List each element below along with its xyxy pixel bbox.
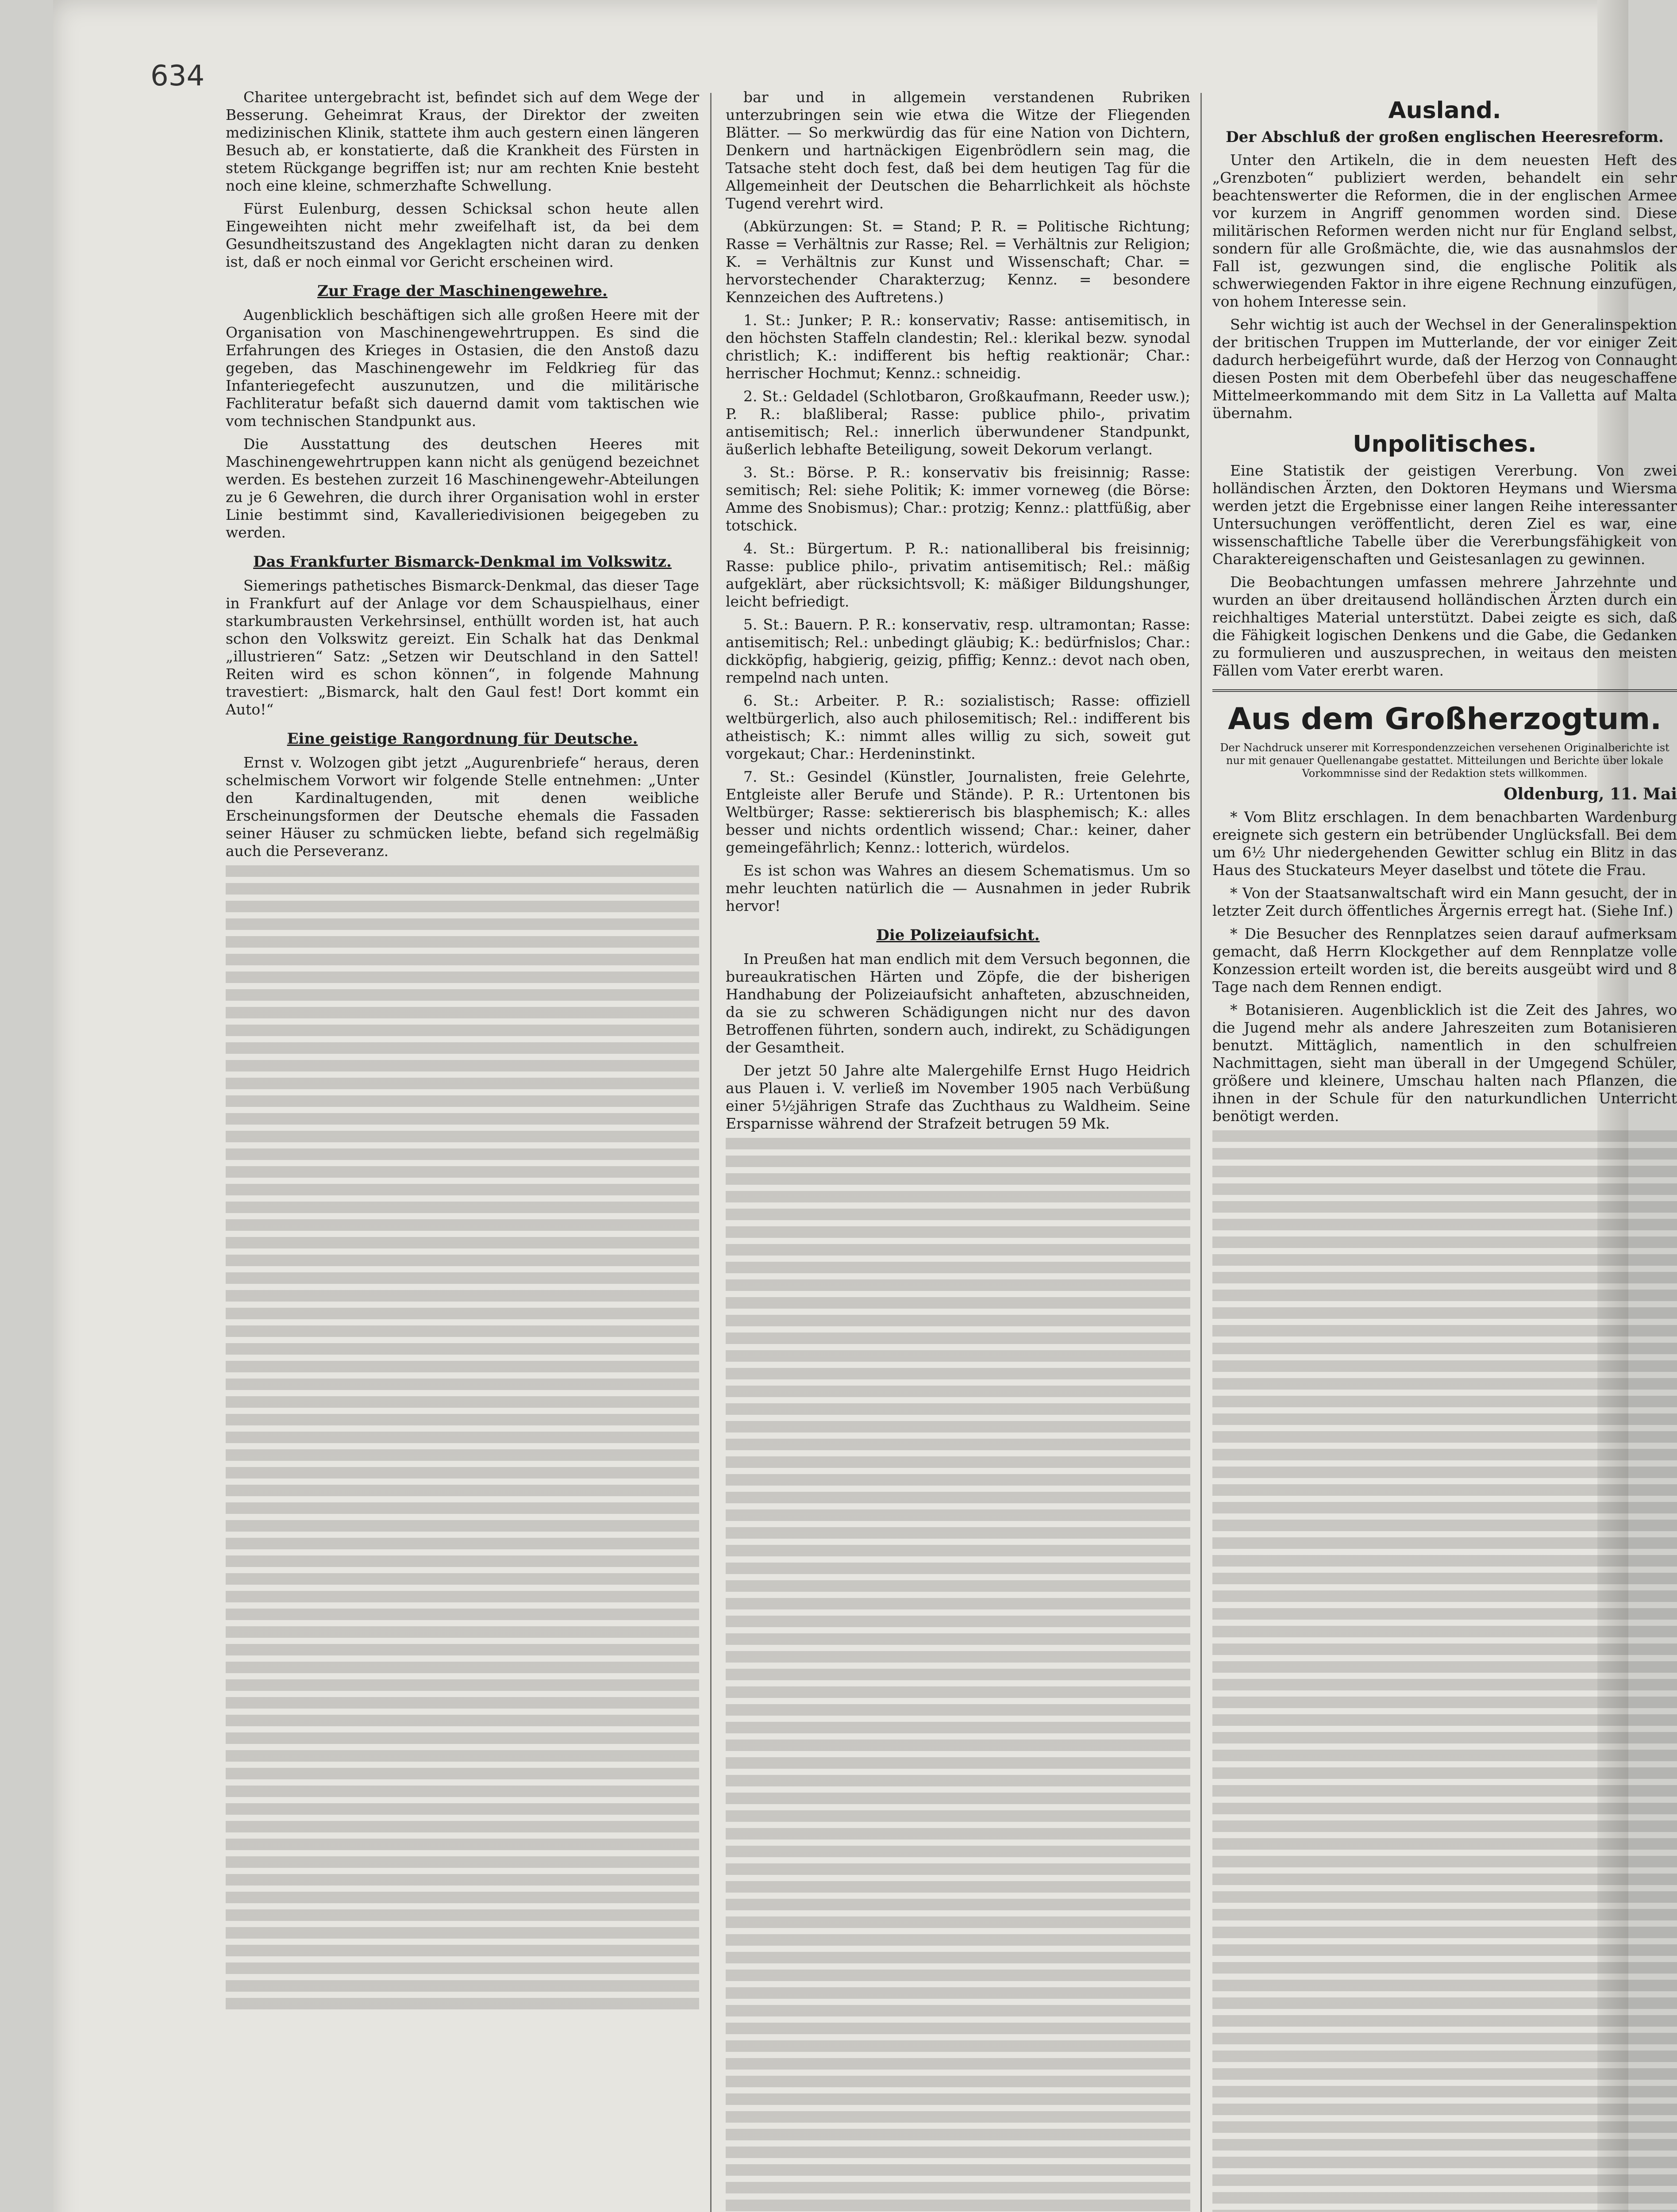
article-paragraph: Es ist schon was Wahres an diesem Schematismus. Um so mehr leuchten natürlich die — Ausnahmen in jeder Rubrik hervor! [726, 862, 1190, 914]
article-paragraph: 1. St.: Junker; P. R.: konservativ; Rasse: antisemitisch, in den höchsten Staffeln clandestin; Rel.: klerikal bezw. synodal christlich; K.: indifferent bis heftig reaktionär; Char.: herrischer Hochmut; Kennz.: schneidig. [726, 311, 1190, 382]
article-paragraph: Die Beobachtungen umfassen mehrere Jahrzehnte und wurden an über dreitausend holländischen Ärzten durch ein reichhaltiges Material unterstützt. Dabei zeigte es sich, daß die Fähigkeit logischen Denkens und die Gabe, die Gedanken zu formulieren und auszusprechen, in weitaus den meisten Fällen vom Vater ererbt waren. [1212, 573, 1677, 679]
column-1 [226, 88, 699, 2212]
article-paragraph: Fürst Eulenburg, dessen Schicksal schon heute allen Eingeweihten nicht mehr zweifelhaft ist, da bei dem Gesundheitszustand des Angeklagten nicht daran zu denken ist, daß er noch einmal vor Gericht erscheinen wird. [226, 200, 699, 270]
column-rule [1200, 93, 1202, 2212]
article-paragraph: Die Ausstattung des deutschen Heeres mit Maschinengewehrtruppen kann nicht als genügend bezeichnet werden. Es bestehen zurzeit 16 Maschinengewehr-Abteilungen zu je 6 Gewehren, die durch ihrer Organisation wohl in erster Linie bestimmt sind, Kavalleriedivisionen beigegeben zu werden. [226, 435, 699, 541]
section-divider [1212, 689, 1677, 692]
article-paragraph: * Vom Blitz erschlagen. In dem benachbarten Wardenburg ereignete sich gestern ein betrübender Unglücksfall. Bei dem um 6½ Uhr niedergehenden Gewitter schlug ein Blitz in das Haus des Stuckateurs Meyer daselbst und tötete die Frau. [1212, 808, 1677, 879]
newspaper-page [53, 0, 1677, 2212]
article-paragraph: Unter den Artikeln, die in dem neuesten Heft des „Grenzboten“ publiziert werden, behandelt ein sehr beachtenswerter die Reformen, die in der englischen Armee vor kurzem in Angriff genommen worden sind. Diese militärischen Reformen werden nicht nur für England selbst, sondern für alle Großmächte, die, wie das ausnahmslos der Fall ist, gezwungen sind, die englische Politik als schwerwiegenden Faktor in ihre eigene Rechnung einzufügen, von hohem Interesse sein. [1212, 151, 1677, 310]
article-heading: Die Polizeiaufsicht. [876, 926, 1040, 944]
illegible-text-lines [726, 1138, 1190, 2212]
article-paragraph: In Preußen hat man endlich mit dem Versuch begonnen, die bureaukratischen Härten und Zöpfe, die der bisherigen Handhabung der Polizeiaufsicht anhafteten, abzuschneiden, da sie zu schweren Schädigungen nicht nur des davon Betroffenen führten, sondern auch, indirekt, zu Schädigungen der Gesamtheit. [726, 950, 1190, 1056]
column-3 [1212, 88, 1677, 2212]
illegible-text-lines [1212, 1130, 1677, 2212]
article-paragraph: * Von der Staatsanwaltschaft wird ein Mann gesucht, der in letzter Zeit durch öffentliches Ärgernis erregt hat. (Siehe Inf.) [1212, 884, 1677, 919]
article-paragraph: * Die Besucher des Rennplatzes seien darauf aufmerksam gemacht, daß Herrn Klockgether auf dem Rennplatze volle Konzession erteilt worden ist, die bereits ausgeübt wird und 8 Tage nach dem Rennen endigt. [1212, 925, 1677, 995]
article-paragraph: Charitee untergebracht ist, befindet sich auf dem Wege der Besserung. Geheimrat Kraus, der Direktor der zweiten medizinischen Klinik, stattete ihm auch gestern einen längeren Besuch ab, er konstatierte, daß die Krankheit des Fürsten in stetem Rückgange begriffen ist; nur am rechten Knie besteht noch eine kleine, schmerzhafte Schwellung. [226, 88, 699, 194]
article-paragraph: 5. St.: Bauern. P. R.: konservativ, resp. ultramontan; Rasse: antisemitisch; Rel.: unbedingt gläubig; K.: bedürfnislos; Char.: dickköpfig, habgierig, geizig, pfiffig; Kennz.: devot nach oben, rempelnd nach unten. [726, 616, 1190, 686]
article-paragraph: 6. St.: Arbeiter. P. R.: sozialistisch; Rasse: offiziell weltbürgerlich, also auch philosemitisch; Rel.: indifferent bis atheistisch; K.: nimmt alles willig zu sich, soweit gut vorgekaut; Char.: Herdeninstinkt. [726, 692, 1190, 762]
column-2 [726, 88, 1190, 2212]
illegible-text-lines [226, 865, 699, 2016]
article-paragraph: Sehr wichtig ist auch der Wechsel in der Generalinspektion der britischen Truppen im Mutterlande, der vor einiger Zeit dadurch herbeigeführt wurde, daß der Herzog von Connaught diesen Posten mit dem Oberbefehl über das neugeschaffene Mittelmeerkommando mit dem Sitz in La Valletta auf Malta übernahm. [1212, 316, 1677, 422]
article-paragraph: 3. St.: Börse. P. R.: konservativ bis freisinnig; Rasse: semitisch; Rel: siehe Politik; K: immer vorneweg (die Börse: Amme des Snobismus); Char.: protzig; Kennz.: plattfüßig, aber totschick. [726, 464, 1190, 534]
section-title: Aus dem Großherzogtum. [1227, 702, 1662, 737]
article-paragraph: (Abkürzungen: St. = Stand; P. R. = Politische Richtung; Rasse = Verhältnis zur Rasse; Rel. = Verhältnis zur Religion; K. = Verhältnis zur Kunst und Wissenschaft; Char. = hervorstechender Charakterzug; Kennz. = besondere Kennzeichen des Auftretens.) [726, 218, 1190, 306]
article-paragraph: Ernst v. Wolzogen gibt jetzt „Augurenbriefe“ heraus, deren schelmischem Vorwort wir folgende Stelle entnehmen: „Unter den Kardinaltugenden, mit denen weibliche Erscheinungsformen der Deutsche ehemals die Fassaden seiner Häuser zu schmücken liebte, befand sich regelmäßig auch die Perseveranz. [226, 754, 699, 860]
article-heading: Eine geistige Rangordnung für Deutsche. [287, 730, 638, 748]
section-title: Ausland. [1388, 97, 1501, 124]
dateline: Oldenburg, 11. Mai [1504, 785, 1677, 803]
article-paragraph: bar und in allgemein verstandenen Rubriken unterzubringen sein wie etwa die Witze der Fliegenden Blätter. — So merkwürdig das für eine Nation von Dichtern, Denkern und hartnäckigen Eigenbrödlern sein mag, die Tatsache steht doch fest, daß bei dem heutigen Tag für die Allgemeinheit der Deutschen die Beharrlichkeit als höchste Tugend verehrt wird. [726, 88, 1190, 212]
reprint-notice: Der Nachdruck unserer mit Korrespondenzzeichen versehenen Originalberichte ist nur mit genauer Quellenangabe gestattet. Mitteilungen und Berichte über lokale Vorkommnisse sind der Redaktion stets willkommen. [1220, 741, 1669, 780]
article-paragraph: Augenblicklich beschäftigen sich alle großen Heere mit der Organisation von Maschinengewehrtruppen. Es sind die Erfahrungen des Krieges in Ostasien, die den Anstoß dazu gegeben, das Maschinengewehr im Feldkrieg für das Infanteriegefecht auszunutzen, und die militärische Fachliteratur befaßt sich dauernd damit vom taktischen wie vom technischen Standpunkt aus. [226, 306, 699, 430]
article-paragraph: Der jetzt 50 Jahre alte Malergehilfe Ernst Hugo Heidrich aus Plauen i. V. verließ im November 1905 nach Verbüßung einer 5½jährigen Strafe das Zuchthaus zu Waldheim. Seine Ersparnisse während der Strafzeit betrugen 59 Mk. [726, 1062, 1190, 1132]
section-title: Unpolitisches. [1353, 431, 1537, 457]
article-paragraph: 7. St.: Gesindel (Künstler, Journalisten, freie Gelehrte, Entgleiste aller Berufe und Stände). P. R.: Urtentonen bis Weltbürger; Rasse: sektiererisch bis blasphemisch; K.: alles besser und nichts ordentlich wissend; Char.: keiner, daher gemeingefährlich; Kennz.: lotterich, würdelos. [726, 768, 1190, 856]
article-paragraph: Eine Statistik der geistigen Vererbung. Von zwei holländischen Ärzten, den Doktoren Heymans und Wiersma werden jetzt die Ergebnisse einer langen Reihe interessanter Untersuchungen veröffentlicht, deren Ziel es war, eine wissenschaftliche Tabelle über die Vererbungsfähigkeit von Charaktereigenschaften und Geistesanlagen zu gewinnen. [1212, 462, 1677, 568]
article-paragraph: 4. St.: Bürgertum. P. R.: nationalliberal bis freisinnig; Rasse: publice philo-, privatim antisemitisch; Rel.: mäßig aufgeklärt, aber rücksichtsvoll; K: mäßiger Bildungshunger, leicht befriedigt. [726, 540, 1190, 610]
article-subheading: Der Abschluß der großen englischen Heeresreform. [1226, 128, 1664, 146]
page-number: 634 [150, 60, 205, 92]
article-heading: Zur Frage der Maschinengewehre. [317, 282, 608, 300]
article-paragraph: Siemerings pathetisches Bismarck-Denkmal, das dieser Tage in Frankfurt auf der Anlage vor dem Schauspielhaus, einer starkumbrausten Verkehrsinsel, enthüllt worden ist, hat auch schon den Volkswitz gereizt. Ein Schalk hat das Denkmal „illustrieren“ Satz: „Setzen wir Deutschland in den Sattel! Reiten wird es schon können“, in folgende Mahnung travestiert: „Bismarck, halt den Gaul fest! Dort kommt ein Auto!“ [226, 577, 699, 718]
article-paragraph: 2. St.: Geldadel (Schlotbaron, Großkaufmann, Reeder usw.); P. R.: blaßliberal; Rasse: publice philo-, privatim antisemitisch; Rel.: innerlich überwundener Standpunkt, äußerlich lebhafte Beteiligung, soweit Dekorum verlangt. [726, 388, 1190, 458]
column-rule [710, 93, 712, 2212]
article-paragraph: * Botanisieren. Augenblicklich ist die Zeit des Jahres, wo die Jugend mehr als andere Jahreszeiten zum Botanisieren benutzt. Mittäglich, namentlich in den schulfreien Nachmittagen, sieht man überall in der Umgegend Schüler, größere und kleinere, Umschau halten nach Pflanzen, die ihnen in der Schule für den naturkundlichen Unterricht benötigt werden. [1212, 1001, 1677, 1125]
article-heading: Das Frankfurter Bismarck-Denkmal im Volkswitz. [253, 553, 672, 571]
